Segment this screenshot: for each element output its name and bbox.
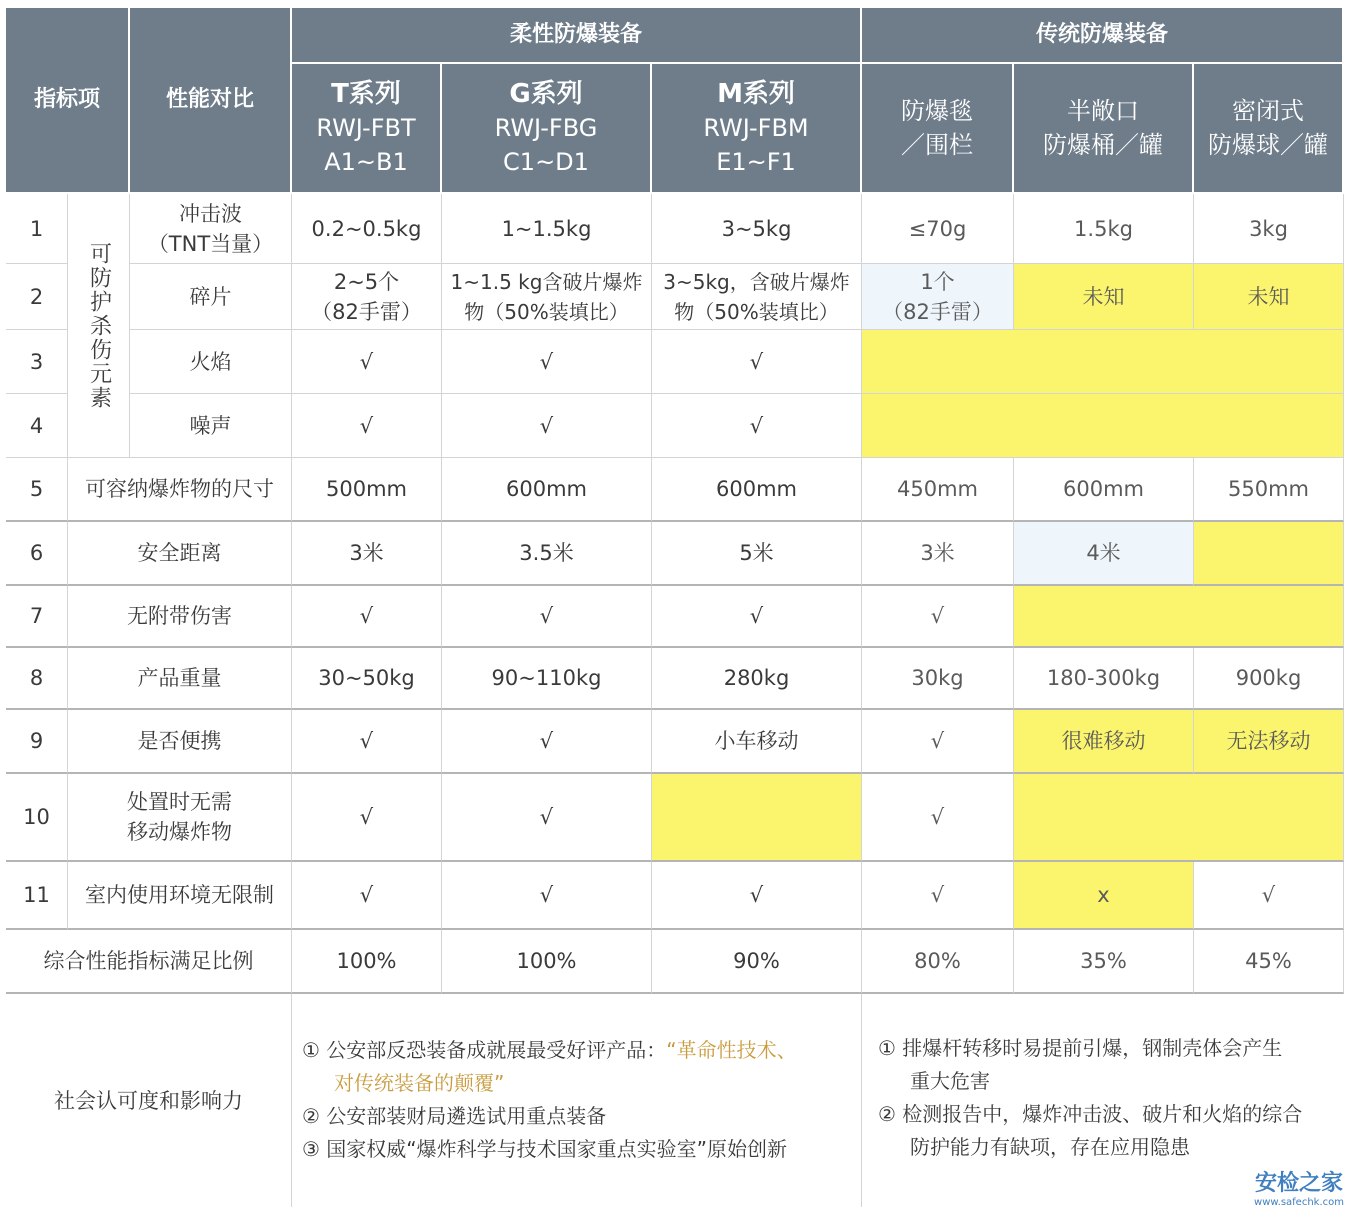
social-flexible-text: ① 公安部反恐装备成就展最受好评产品：“革命性技术、 对传统装备的颠覆” ② 公安部装财局遴选试用重点装备 ③ 国家权威“爆炸科学与技术国家重点实验室”原始创新 (302, 1038, 797, 1161)
row-index: 1 (6, 194, 68, 264)
cell-ball: 900kg (1194, 648, 1344, 710)
cell-g: 1~1.5kg (442, 194, 652, 264)
header-bucket: 半敞口 防爆桶／罐 (1014, 64, 1194, 194)
cell-g: 90~110kg (442, 648, 652, 710)
cell-blanket: 1个 （82手雷） (862, 264, 1014, 330)
cell-ball (1194, 330, 1344, 394)
watermark-logo: 安检之家 www.safechk.com (1254, 1171, 1344, 1208)
header-index: 指标项 (6, 8, 130, 194)
cell-m: 5米 (652, 522, 862, 586)
cell-m: √ (652, 862, 862, 930)
row-index: 7 (6, 586, 68, 648)
cell-t: √ (292, 586, 442, 648)
cell-ball (1194, 522, 1344, 586)
cell-m: 3~5kg，含破片爆炸 物（50%装填比） (652, 264, 862, 330)
cell-g: √ (442, 710, 652, 774)
cell-m: √ (652, 330, 862, 394)
cell-m: 280kg (652, 648, 862, 710)
cell-bucket: x (1014, 862, 1194, 930)
cell-g: √ (442, 394, 652, 458)
cell-g: √ (442, 586, 652, 648)
row-index: 9 (6, 710, 68, 774)
header-compare: 性能对比 (130, 8, 292, 194)
cell-bucket (1014, 394, 1194, 458)
row-label: 安全距离 (68, 522, 292, 586)
group-label-kill-elements: 可防护杀伤元素 (68, 194, 130, 458)
row-label: 是否便携 (68, 710, 292, 774)
row-index: 10 (6, 774, 68, 862)
cell-bucket (1014, 330, 1194, 394)
cell-blanket (862, 330, 1014, 394)
summary-g: 100% (442, 930, 652, 994)
row-label: 室内使用环境无限制 (68, 862, 292, 930)
row-label: 处置时无需 移动爆炸物 (68, 774, 292, 862)
cell-t: 0.2~0.5kg (292, 194, 442, 264)
cell-blanket: 30kg (862, 648, 1014, 710)
cell-t: √ (292, 330, 442, 394)
summary-m: 90% (652, 930, 862, 994)
cell-ball (1194, 774, 1344, 862)
summary-bucket: 35% (1014, 930, 1194, 994)
cell-bucket: 180-300kg (1014, 648, 1194, 710)
cell-blanket (862, 394, 1014, 458)
cell-bucket: 4米 (1014, 522, 1194, 586)
cell-bucket (1014, 774, 1194, 862)
row-index: 2 (6, 264, 68, 330)
cell-g: 3.5米 (442, 522, 652, 586)
cell-blanket: √ (862, 710, 1014, 774)
cell-m: 3~5kg (652, 194, 862, 264)
header-blanket: 防爆毯 ／围栏 (862, 64, 1014, 194)
cell-ball (1194, 586, 1344, 648)
cell-ball: √ (1194, 862, 1344, 930)
row-label: 产品重量 (68, 648, 292, 710)
row-label: 冲击波 （TNT当量） (130, 194, 292, 264)
row-label: 火焰 (130, 330, 292, 394)
cell-t: √ (292, 774, 442, 862)
row-label: 无附带伤害 (68, 586, 292, 648)
row-index: 4 (6, 394, 68, 458)
cell-bucket: 未知 (1014, 264, 1194, 330)
cell-ball: 未知 (1194, 264, 1344, 330)
cell-bucket: 很难移动 (1014, 710, 1194, 774)
cell-blanket: √ (862, 586, 1014, 648)
cell-blanket: ≤70g (862, 194, 1014, 264)
row-index: 11 (6, 862, 68, 930)
cell-t: √ (292, 710, 442, 774)
cell-m: √ (652, 394, 862, 458)
social-label: 社会认可度和影响力 (6, 994, 292, 1207)
cell-t: √ (292, 862, 442, 930)
cell-g: √ (442, 774, 652, 862)
cell-bucket: 1.5kg (1014, 194, 1194, 264)
cell-ball: 550mm (1194, 458, 1344, 522)
cell-m: √ (652, 586, 862, 648)
cell-t: √ (292, 394, 442, 458)
cell-m: 小车移动 (652, 710, 862, 774)
row-index: 5 (6, 458, 68, 522)
header-group-traditional: 传统防爆装备 (862, 8, 1344, 64)
cell-blanket: √ (862, 862, 1014, 930)
cell-m: 600mm (652, 458, 862, 522)
cell-g: √ (442, 330, 652, 394)
cell-bucket (1014, 586, 1194, 648)
social-traditional-text: ① 排爆杆转移时易提前引爆，钢制壳体会产生 重大危害 ② 检测报告中，爆炸冲击波、破片和火焰的综合 防护能力有缺项，存在应用隐患 (878, 1036, 1303, 1159)
cell-t: 2~5个 （82手雷） (292, 264, 442, 330)
header-t-series: T系列 RWJ-FBT A1~B1 (292, 64, 442, 194)
cell-m (652, 774, 862, 862)
row-label: 噪声 (130, 394, 292, 458)
cell-ball: 3kg (1194, 194, 1344, 264)
cell-t: 500mm (292, 458, 442, 522)
summary-label: 综合性能指标满足比例 (6, 930, 292, 994)
summary-ball: 45% (1194, 930, 1344, 994)
row-index: 8 (6, 648, 68, 710)
summary-blanket: 80% (862, 930, 1014, 994)
header-ball: 密闭式 防爆球／罐 (1194, 64, 1344, 194)
cell-g: 1~1.5 kg含破片爆炸 物（50%装填比） (442, 264, 652, 330)
row-index: 6 (6, 522, 68, 586)
header-m-series: M系列 RWJ-FBM E1~F1 (652, 64, 862, 194)
cell-t: 3米 (292, 522, 442, 586)
cell-blanket: 450mm (862, 458, 1014, 522)
cell-t: 30~50kg (292, 648, 442, 710)
cell-blanket: 3米 (862, 522, 1014, 586)
row-index: 3 (6, 330, 68, 394)
cell-g: √ (442, 862, 652, 930)
cell-bucket: 600mm (1014, 458, 1194, 522)
cell-ball: 无法移动 (1194, 710, 1344, 774)
summary-t: 100% (292, 930, 442, 994)
header-group-flexible: 柔性防爆装备 (292, 8, 862, 64)
row-label: 碎片 (130, 264, 292, 330)
cell-g: 600mm (442, 458, 652, 522)
row-label: 可容纳爆炸物的尺寸 (68, 458, 292, 522)
cell-ball (1194, 394, 1344, 458)
cell-blanket: √ (862, 774, 1014, 862)
header-g-series: G系列 RWJ-FBG C1~D1 (442, 64, 652, 194)
